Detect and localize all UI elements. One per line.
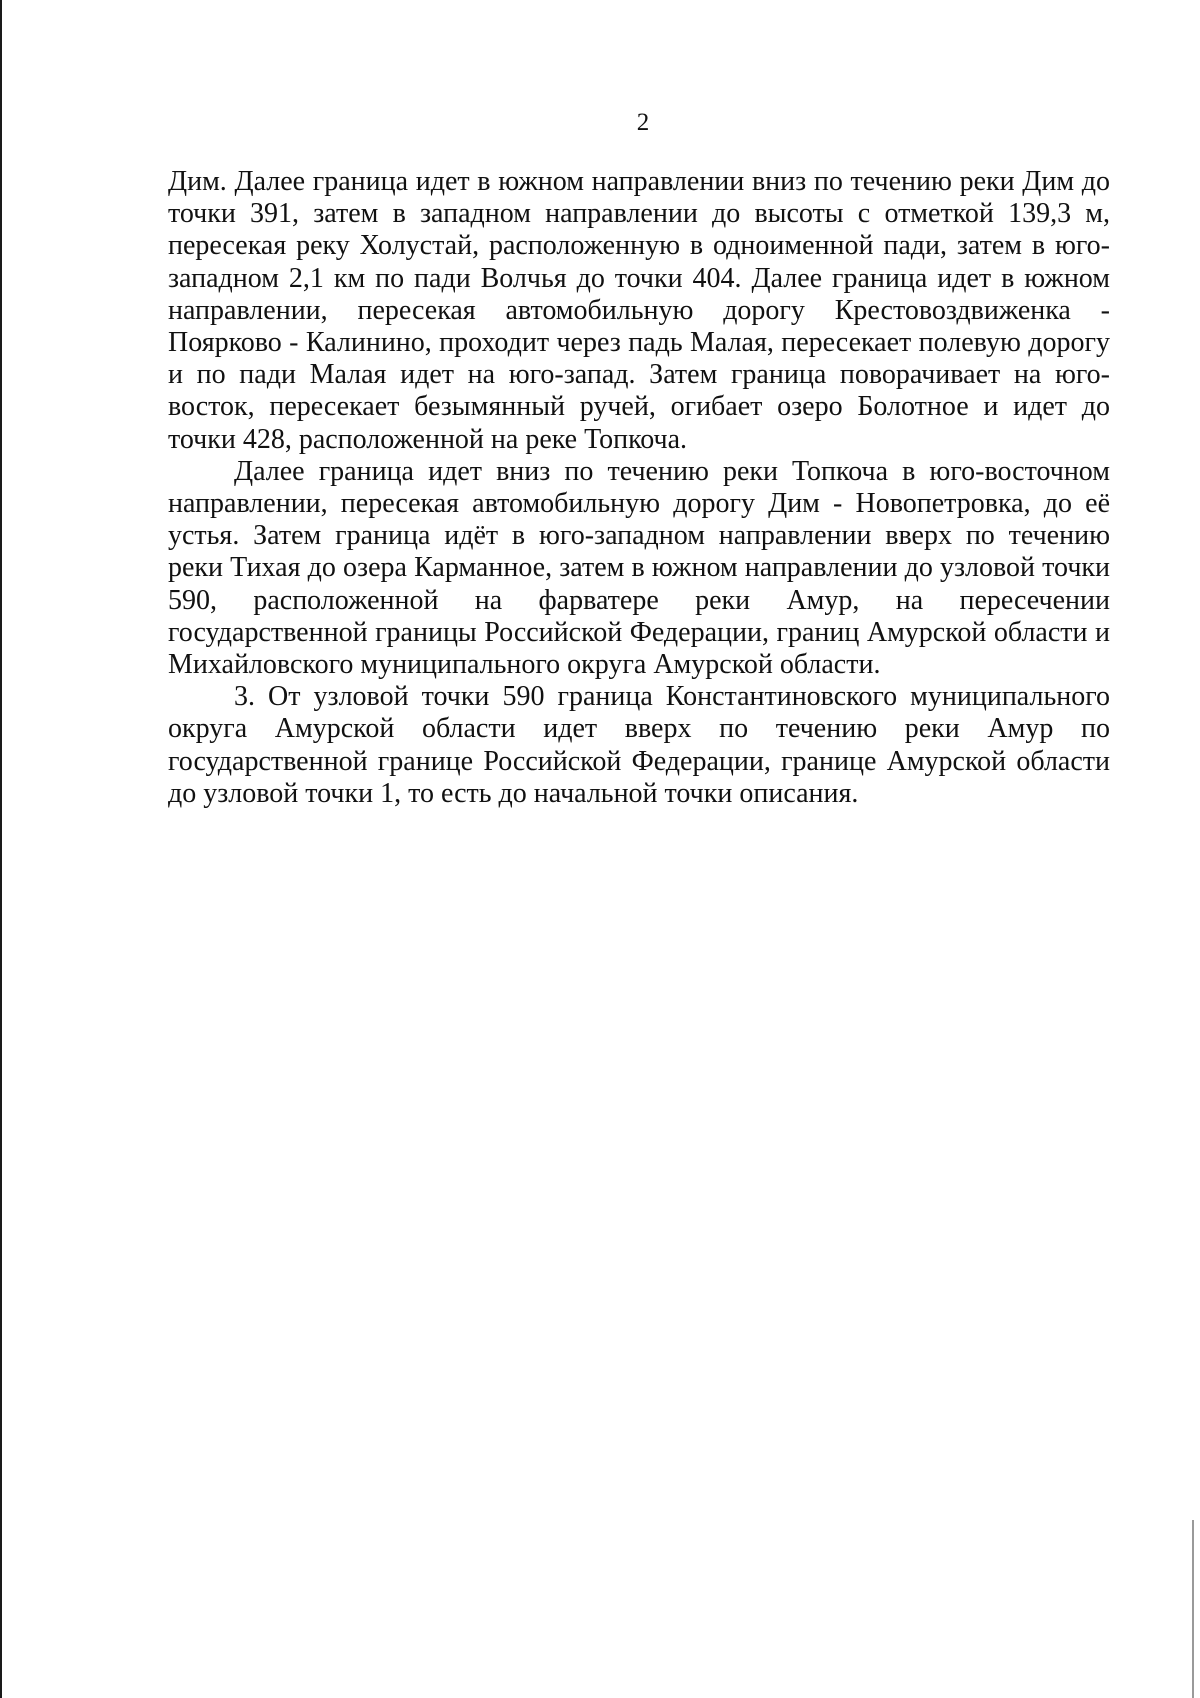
scan-edge-left (0, 0, 2, 1698)
scan-edge-right (1192, 1520, 1194, 1698)
document-body (168, 166, 1110, 810)
paragraph-section-3: 3. От узловой точки 590 граница Константиновского муниципального округа Амурской области идет вверх по течению реки Амур по государственной границе Российской Федерации, границе Амурской области до узловой точки 1, то есть до начальной точки описания. (168, 681, 1110, 809)
page-number: 2 (636, 109, 650, 136)
paragraph-continuation: Дим. Далее граница идет в южном направлении вниз по течению реки Дим до точки 391, затем в западном направлении до высоты с отметкой 139,3 м, пересекая реку Холустай, расположенную в одноименной пади, затем в юго-западном 2,1 км по пади Волчья до точки 404. Далее граница идет в южном направлении, пересекая автомобильную дорогу Крестовоздвиженка - Поярково - Калинино, проходит через падь Малая, пересекает полевую дорогу и по пади Малая идет на юго-запад. Затем граница поворачивает на юго-восток, пересекает безымянный ручей, огибает озеро Болотное и идет до точки 428, расположенной на реке Топкоча. (168, 166, 1110, 455)
paragraph-topkocha-river: Далее граница идет вниз по течению реки Топкоча в юго-восточном направлении, пересекая автомобильную дорогу Дим - Новопетровка, до её устья. Затем граница идёт в юго-западном направлении вверх по течению реки Тихая до озера Карманное, затем в южном направлении до узловой точки 590, расположенной на фарватере реки Амур, на пересечении государственной границы Российской Федерации, границ Амурской области и Михайловского муниципального округа Амурской области. (168, 455, 1110, 681)
